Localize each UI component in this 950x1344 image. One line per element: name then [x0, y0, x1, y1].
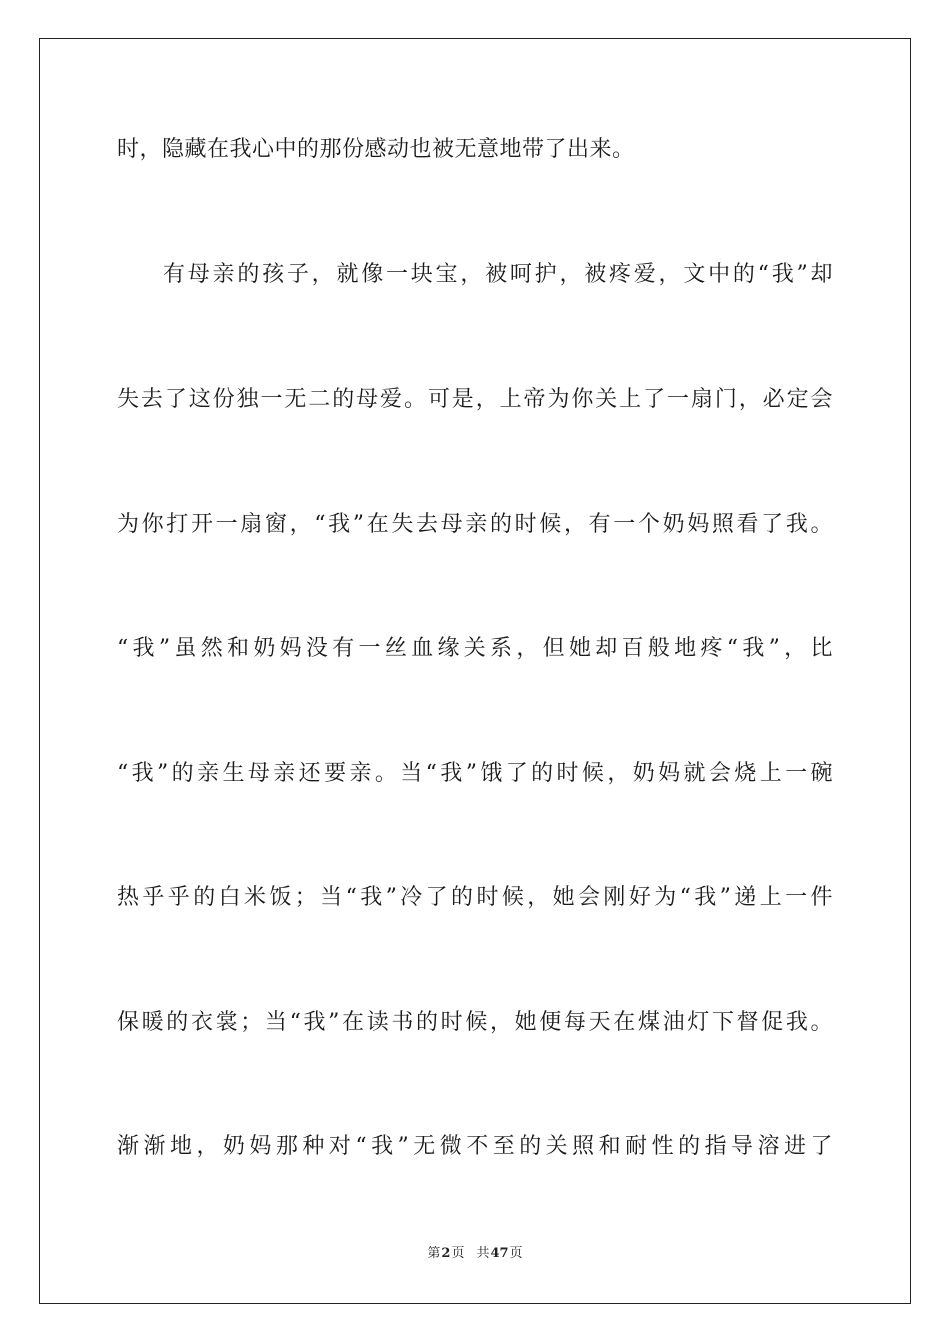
text-line-4: 为你打开一扇窗，“我”在失去母亲的时候，有一个奶妈照看了我。	[117, 512, 833, 537]
page-suffix: 页	[451, 1246, 465, 1261]
total-pages: 47	[490, 1246, 509, 1261]
total-suffix: 页	[509, 1246, 523, 1261]
text-line-5: “我”虽然和奶妈没有一丝血缘关系，但她却百般地疼“我”，比	[117, 636, 833, 661]
text-line-1: 时，隐藏在我心中的那份感动也被无意地带了出来。	[117, 137, 635, 162]
text-line-7: 热乎乎的白米饭；当“我”冷了的时候，她会刚好为“我”递上一件	[117, 885, 833, 910]
text-line-9: 渐渐地，奶妈那种对“我”无微不至的关照和耐性的指导溶进了	[117, 1134, 833, 1159]
total-prefix: 共	[476, 1246, 490, 1261]
page-border	[39, 38, 911, 1304]
page-prefix: 第	[427, 1246, 441, 1261]
text-line-6: “我”的亲生母亲还要亲。当“我”饿了的时候，奶妈就会烧上一碗	[117, 761, 833, 786]
text-line-3: 失去了这份独一无二的母爱。可是，上帝为你关上了一扇门，必定会	[117, 387, 833, 412]
page-number: 2	[441, 1246, 451, 1261]
text-line-8: 保暖的衣裳；当“我”在读书的时候，她便每天在煤油灯下督促我。	[117, 1010, 833, 1035]
text-line-2: 有母亲的孩子，就像一块宝，被呵护，被疼爱，文中的“我”却	[163, 262, 833, 287]
page-footer	[0, 1245, 950, 1263]
